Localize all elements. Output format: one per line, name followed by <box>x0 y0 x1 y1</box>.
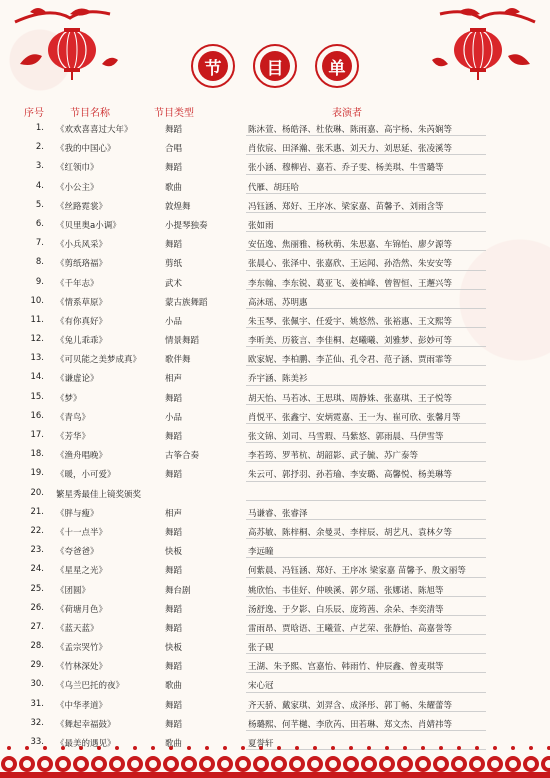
table-row <box>0 157 550 176</box>
row-name: 《贝里奥a小调》 <box>56 220 121 231</box>
page-title <box>0 44 550 88</box>
row-type: 舞蹈 <box>165 604 183 615</box>
row-name: 《荷塘月色》 <box>56 604 108 615</box>
row-type: 武术 <box>165 278 183 289</box>
row-type: 舞蹈 <box>165 125 183 135</box>
table-row <box>0 368 550 387</box>
table-row <box>0 177 550 196</box>
row-name: 《舞起幸福鼓》 <box>56 719 116 730</box>
row-no: 6. <box>35 218 44 229</box>
row-performers: 汤舒逸、于夕影、白乐辰、庞筠茜、余朵、李奕清等 <box>248 604 444 615</box>
row-name: 《乌兰巴托的夜》 <box>56 681 125 692</box>
row-performers: 张如雨 <box>248 220 274 231</box>
row-type: 古筝合奏 <box>165 451 200 462</box>
row-type: 剪纸 <box>165 259 183 270</box>
row-performers: 张小涵、穆柳岩、嘉若、乔子雯、杨美琪、牛雪璐等 <box>248 163 444 174</box>
row-no: 2. <box>35 142 44 153</box>
row-performers: 乔宇涵、陈美衫 <box>248 374 308 385</box>
row-name: 《竹林深处》 <box>56 662 108 673</box>
table-row <box>0 196 550 215</box>
row-performers: 欧家妮、李柏鹏、李芷仙、孔令君、范子涵、贾雨霏等 <box>248 355 453 366</box>
row-name: 《渔舟唱晚》 <box>56 451 108 462</box>
row-type: 相声 <box>165 374 183 385</box>
row-no: 32. <box>30 717 44 728</box>
row-type: 歌曲 <box>165 681 183 692</box>
row-no: 17. <box>30 430 44 440</box>
row-performers: 高苏敏、陈梓桐、余曼灵、李梓辰、胡艺凡、袁林夕等 <box>248 527 453 538</box>
row-type: 舞蹈 <box>165 393 183 404</box>
row-performers: 朱云可、郭抒羽、孙若瑜、李安璐、高馨悦、杨美琳等 <box>248 470 453 481</box>
row-type: 敦煌舞 <box>165 201 191 212</box>
row-no: 19. <box>30 468 44 479</box>
row-no: 29. <box>30 660 44 671</box>
row-name: 《千年志》 <box>56 278 99 289</box>
row-performers: 代雁、胡珏哈 <box>248 182 300 193</box>
row-type: 舞蹈 <box>165 163 183 174</box>
row-type: 舞台剧 <box>165 585 191 596</box>
row-no: 31. <box>30 698 44 709</box>
table-row <box>0 580 550 599</box>
row-type: 歌曲 <box>165 182 183 193</box>
row-type: 小品 <box>165 412 183 423</box>
row-no: 14. <box>30 372 44 383</box>
header-name: 节目名称 <box>70 108 110 119</box>
row-no: 11. <box>30 314 44 325</box>
row-performers: 姚欣怡、韦佳好、仲映溪、郭夕瑶、张娜诺、陈旭等 <box>248 585 444 596</box>
row-performers: 何紫晨、冯钰涵、郑好、王序冰 梁家嘉 苗馨予、殷文丽等 <box>248 566 466 577</box>
program-list <box>0 119 550 752</box>
row-type: 舞蹈 <box>165 240 183 251</box>
row-type: 舞蹈 <box>165 432 183 442</box>
row-name: 《暖，小可爱》 <box>56 470 116 481</box>
row-type: 相声 <box>165 508 183 519</box>
table-header <box>0 104 550 118</box>
row-performers: 雷雨昂、贾晗语、王曦萱、卢艺荣、张静怡、高嘉誉等 <box>248 623 453 634</box>
table-row <box>0 522 550 541</box>
table-row <box>0 253 550 272</box>
table-row <box>0 330 550 349</box>
row-name: 《星星之光》 <box>56 566 108 577</box>
table-row <box>0 464 550 483</box>
row-performers: 齐天骄、戴家琪、刘羿含、成泽彤、郭丁畅、朱耀蕾等 <box>248 700 453 711</box>
row-performers: 宋心冠 <box>248 681 274 692</box>
table-row <box>0 311 550 330</box>
row-performers: 杨璐熙、何芊樾、李欣芮、田若琳、郑文杰、肖婧祎等 <box>248 719 453 730</box>
row-performers: 朱玉琴、张佩宇、任爱宇、姚悠然、张裕惠、王文熙等 <box>248 316 453 327</box>
row-no: 1. <box>35 123 44 133</box>
row-name: 《欢欢喜喜过大年》 <box>56 125 133 135</box>
row-type: 舞蹈 <box>165 662 183 673</box>
row-performers: 张晨心、张泽中、张嘉欣、王运闻、孙浩然、朱安安等 <box>248 259 453 270</box>
row-performers: 李东翰、李东锐、葛亚飞、姜柏峰、曾智恒、王邂兴等 <box>248 278 453 289</box>
row-name: 《夸爸爸》 <box>56 547 99 558</box>
table-row <box>0 484 550 503</box>
row-performers: 肖依宸、田泽瀚、张禾惠、刘天力、刘思延、张凌溪等 <box>248 144 453 155</box>
row-no: 16. <box>30 410 44 421</box>
row-type: 舞蹈 <box>165 527 183 538</box>
row-performers: 王湖、朱予熙、宫嘉怡、韩雨竹、仲辰鑫、曾麦琪等 <box>248 662 444 673</box>
row-no: 9. <box>35 276 44 287</box>
row-no: 23. <box>30 545 44 556</box>
row-performers: 李若筠、罗苇杭、胡韶影、武子毓、苏广泰等 <box>248 451 419 462</box>
row-performers: 陈沐萱、杨皓泽、杜依琳、陈雨嘉、高宇杨、朱芮娴等 <box>248 125 453 135</box>
row-type: 合唱 <box>165 144 183 155</box>
row-name: 《谦虚论》 <box>56 374 99 385</box>
row-performers: 张子砚 <box>248 643 274 654</box>
row-type: 情景舞蹈 <box>165 336 200 347</box>
table-row <box>0 273 550 292</box>
row-name: 《芳华》 <box>56 432 91 442</box>
table-row <box>0 119 550 138</box>
table-row <box>0 637 550 656</box>
row-no: 22. <box>30 525 44 536</box>
table-row <box>0 599 550 618</box>
row-performers: 胡天怡、马若冰、王思琪、周静姝、张嘉琪、王子悦等 <box>248 393 453 404</box>
row-type: 舞蹈 <box>165 470 183 481</box>
table-row <box>0 675 550 694</box>
row-type: 快板 <box>165 547 183 558</box>
row-no: 5. <box>35 199 44 210</box>
row-name: 《小兵风采》 <box>56 240 108 251</box>
row-no: 4. <box>35 180 44 191</box>
row-name: 《梦》 <box>56 393 82 404</box>
row-type: 舞蹈 <box>165 623 183 634</box>
row-type: 舞蹈 <box>165 719 183 730</box>
header-no: 序号 <box>24 108 44 119</box>
row-type: 舞蹈 <box>165 700 183 711</box>
table-row <box>0 503 550 522</box>
table-row <box>0 292 550 311</box>
table-row <box>0 445 550 464</box>
row-name: 《可贝能之美梦成真》 <box>56 355 142 366</box>
row-no: 21. <box>30 506 44 517</box>
row-no: 12. <box>30 334 44 345</box>
row-no: 7. <box>35 238 44 249</box>
row-name: 《孟宗哭竹》 <box>56 643 108 654</box>
row-performers: 李远瞳 <box>248 547 274 558</box>
row-no: 26. <box>30 602 44 613</box>
title-seal-3: 单 <box>315 44 359 88</box>
table-row <box>0 234 550 253</box>
row-name: 《丝路霓裳》 <box>56 201 108 212</box>
row-name: 《胖与瘦》 <box>56 508 99 519</box>
row-performers: 安伍逸、焦丽雅、杨秋萌、朱思嘉、车锦怡、廖夕源等 <box>248 240 453 251</box>
table-row <box>0 426 550 445</box>
row-no: 27. <box>30 621 44 632</box>
row-performers: 冯钰涵、郑好、王序冰、梁家嘉、苗馨予、刘雨含等 <box>248 201 444 212</box>
row-type: 小品 <box>165 316 183 327</box>
row-type: 蒙古族舞蹈 <box>165 297 208 308</box>
table-row <box>0 560 550 579</box>
table-row <box>0 714 550 733</box>
table-row <box>0 618 550 637</box>
row-no: 30. <box>30 679 44 690</box>
row-name: 《我的中国心》 <box>56 144 116 155</box>
table-row <box>0 215 550 234</box>
row-no: 15. <box>30 391 44 402</box>
bottom-border-decoration <box>0 734 550 778</box>
row-performers: 马谦睿、张睿泽 <box>248 508 308 519</box>
title-seal-2: 目 <box>253 44 297 88</box>
row-type: 小提琴独奏 <box>165 220 208 231</box>
table-row <box>0 349 550 368</box>
row-no: 28. <box>30 641 44 652</box>
row-type: 舞蹈 <box>165 566 183 577</box>
row-type: 歌伴舞 <box>165 355 191 366</box>
row-name: 《团圆》 <box>56 585 91 596</box>
row-type: 快板 <box>165 643 183 654</box>
row-performers: 高沐瑶、苏明惠 <box>248 297 308 308</box>
row-no: 8. <box>35 257 44 268</box>
row-no: 25. <box>30 583 44 594</box>
row-name: 《情系草原》 <box>56 297 108 308</box>
row-performers: 肖悦平、张鑫宁、安炳霓嘉、王一为、崔可欣、张馨月等 <box>248 412 461 423</box>
row-no: 20. <box>30 487 44 498</box>
row-name: 《兔儿乖乖》 <box>56 336 108 347</box>
row-name: 《小公主》 <box>56 182 99 193</box>
row-no: 24. <box>30 564 44 575</box>
header-performers: 表演者 <box>332 108 362 119</box>
row-name: 《剪纸珞福》 <box>56 259 108 270</box>
row-name: 《有你真好》 <box>56 316 108 327</box>
row-performers: 李昕美、历筱言、李佳桐、赵曦曦、刘雅梦、彭妙可等 <box>248 336 453 347</box>
row-no: 10. <box>30 295 44 306</box>
row-name: 繁星秀最佳上镜奖颁奖 <box>56 489 142 500</box>
row-name: 《蓝天蓝》 <box>56 623 99 634</box>
table-row <box>0 541 550 560</box>
row-name: 《青鸟》 <box>56 412 91 423</box>
table-row <box>0 388 550 407</box>
table-row <box>0 695 550 714</box>
table-row <box>0 407 550 426</box>
row-name: 《十一点半》 <box>56 527 108 538</box>
row-name: 《红领巾》 <box>56 163 99 174</box>
title-seal-1: 节 <box>191 44 235 88</box>
row-no: 3. <box>35 161 44 172</box>
row-name: 《中华孝道》 <box>56 700 108 711</box>
header-type: 节目类型 <box>154 108 194 119</box>
row-no: 13. <box>30 353 44 364</box>
row-no: 18. <box>30 449 44 460</box>
table-row <box>0 656 550 675</box>
table-row <box>0 138 550 157</box>
row-performers: 张文锦、刘司、马雪瑕、马紫悠、郭雨晨、马伊雪等 <box>248 432 444 442</box>
